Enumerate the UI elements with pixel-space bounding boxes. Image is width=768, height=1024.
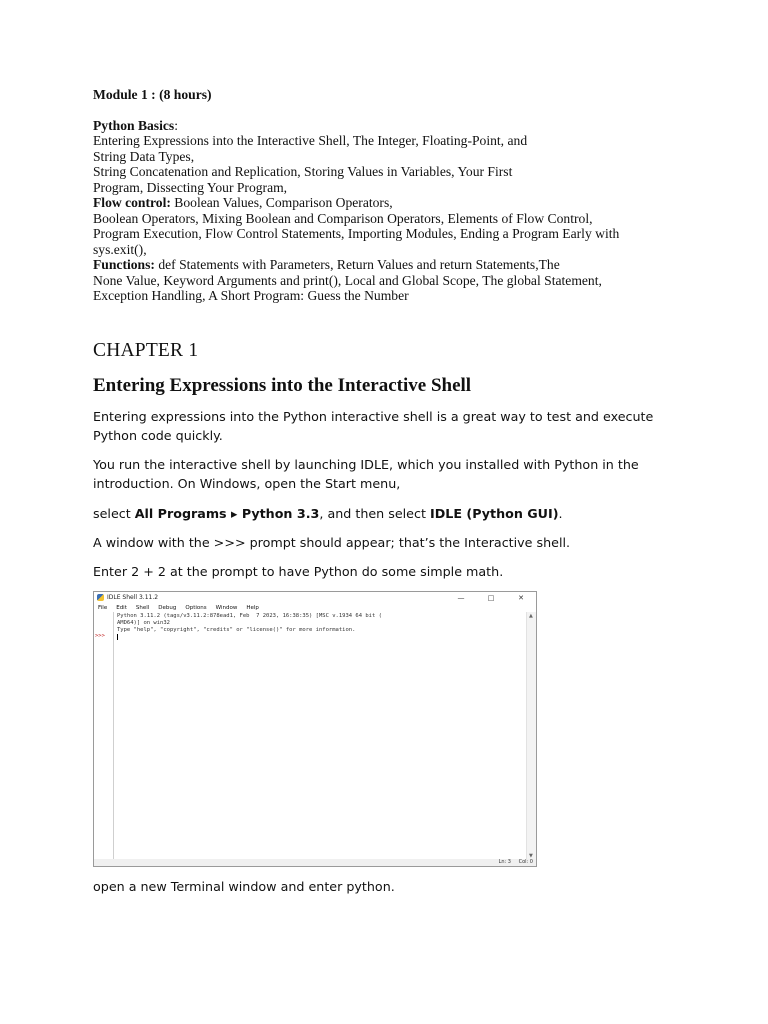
flow-control-line: sys.exit(),	[93, 241, 147, 257]
status-column: Col: 0	[518, 859, 533, 865]
menu-window: Window	[215, 604, 238, 611]
idle-gutter	[94, 612, 114, 860]
idle-shell-screenshot	[93, 591, 537, 867]
idle-statusbar	[94, 859, 536, 866]
basics-line: Program, Dissecting Your Program,	[93, 179, 288, 195]
syllabus-section	[93, 87, 673, 304]
shell-line: Type "help", "copyright", "credits" or "license()" for more information.	[117, 627, 356, 633]
functions-line: Exception Handling, A Short Program: Guess the Number	[93, 288, 409, 303]
menu-file: File	[98, 604, 108, 611]
paragraph-simple-math: Enter 2 + 2 at the prompt to have Python do some simple math.	[93, 564, 504, 579]
scroll-down-icon: ▼	[529, 853, 533, 859]
menu-edit: Edit	[116, 604, 127, 611]
minimize-icon: —	[457, 593, 465, 602]
menu-shell: Shell	[135, 604, 150, 611]
flow-control-line: Program Execution, Flow Control Statements, Importing Modules, Ending a Program Early with	[93, 226, 620, 241]
paragraph-launch-idle: You run the interactive shell by launching IDLE, which you installed with Python in the introduction. On Windows, open the Start menu,	[93, 457, 639, 491]
python-basics-heading: Python Basics:	[93, 117, 178, 133]
python-icon	[97, 594, 104, 601]
idle-vertical-scrollbar	[526, 612, 536, 860]
functions-label: Functions:	[93, 257, 155, 272]
shell-line: Python 3.11.2 (tags/v3.11.2:878ead1, Feb 7 2023, 16:38:35) [MSC v.1934 64 bit (	[117, 613, 382, 619]
idle-window-title: IDLE Shell 3.11.2	[107, 594, 159, 601]
maximize-icon: □	[487, 593, 495, 602]
idle-menubar	[94, 603, 536, 612]
chapter-label: CHAPTER 1	[93, 340, 199, 361]
paragraph-terminal: open a new Terminal window and enter python.	[93, 879, 395, 894]
paragraph-prompt: A window with the >>> prompt should appear; that’s the Interactive shell.	[93, 535, 571, 550]
module-title: Module 1 : (8 hours)	[93, 87, 212, 102]
shell-prompt: >>>	[95, 633, 105, 639]
shell-input-line	[117, 634, 526, 643]
text-cursor	[117, 634, 118, 640]
idle-shell-output	[114, 612, 526, 860]
functions-line: Functions: def Statements with Parameters, Return Values and return Statements,The	[93, 257, 560, 272]
basics-line: String Data Types,	[93, 148, 195, 164]
menu-debug: Debug	[158, 604, 177, 611]
close-icon: ✕	[518, 593, 524, 602]
idle-titlebar	[94, 592, 536, 603]
scroll-up-icon: ▲	[529, 613, 533, 619]
functions-line: None Value, Keyword Arguments and print(), Local and Global Scope, The global Statement,	[93, 272, 602, 288]
status-line: Ln: 3	[498, 859, 511, 865]
shell-line: AMD64)] on win32	[117, 620, 170, 626]
flow-control-line: Flow control: Boolean Values, Comparison Operators,	[93, 195, 393, 210]
paragraph-select-idle: select All Programs ▸ Python 3.3, and then select IDLE (Python GUI).	[93, 506, 563, 521]
section-heading: Entering Expressions into the Interactive Shell	[93, 375, 472, 396]
basics-line: String Concatenation and Replication, Storing Values in Variables, Your First	[93, 164, 513, 179]
basics-line: Entering Expressions into the Interactive Shell, The Integer, Floating-Point, and	[93, 133, 528, 148]
flow-control-line: Boolean Operators, Mixing Boolean and Comparison Operators, Elements of Flow Control,	[93, 210, 593, 226]
idle-editor	[94, 612, 536, 860]
menu-options: Options	[185, 604, 207, 611]
flow-control-label: Flow control:	[93, 195, 171, 210]
paragraph-intro: Entering expressions into the Python interactive shell is a great way to test and execute Python code quickly.	[93, 409, 654, 443]
menu-help: Help	[246, 604, 259, 611]
